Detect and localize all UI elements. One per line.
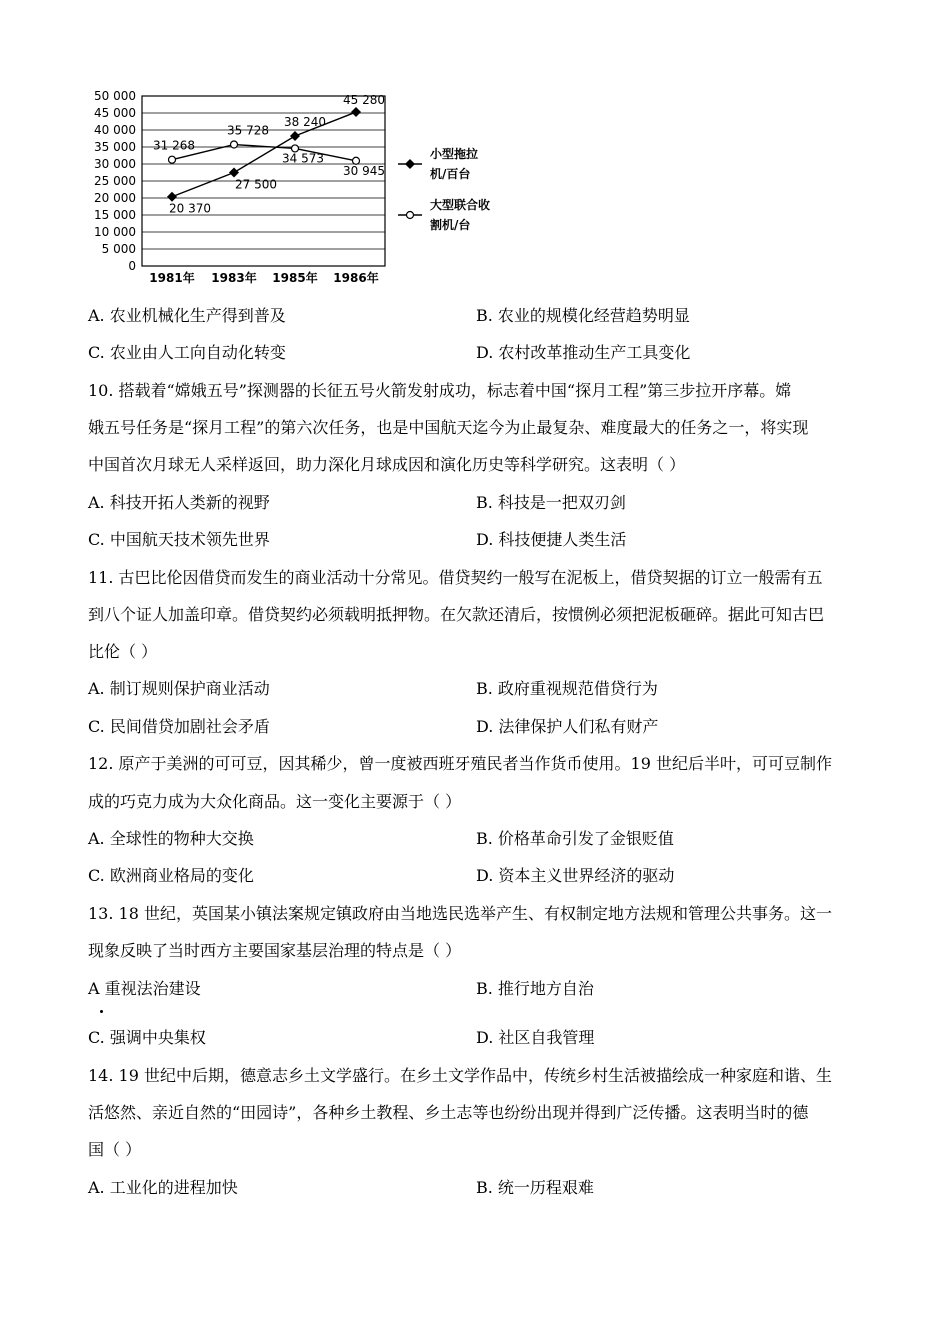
y-tick-label: 20 000 [94, 191, 136, 205]
q13-option-d[interactable]: D. 社区自我管理 [476, 1028, 595, 1047]
q11-stem-line-2: 到八个证人加盖印章。借贷契约必须载明抵押物。在欠款还清后，按惯例必须把泥板砸碎。据此可知古巴 [88, 605, 825, 624]
q14-option-b[interactable]: B. 统一历程艰难 [476, 1178, 594, 1197]
y-axis-ticks [94, 89, 136, 273]
q14-stem-line-3: 国（ ） [88, 1140, 142, 1159]
q11-option-a[interactable]: A. 制订规则保护商业活动 [88, 679, 270, 698]
q11-option-c[interactable]: C. 民间借贷加剧社会矛盾 [88, 717, 270, 736]
x-axis-ticks [149, 270, 378, 285]
x-tick-label: 1985年 [272, 271, 318, 285]
q11-option-b[interactable]: B. 政府重视规范借贷行为 [476, 679, 658, 698]
q10-option-d[interactable]: D. 科技便捷人类生活 [476, 530, 627, 549]
legend-label: 大型联合收 [430, 198, 491, 212]
tractor-point [229, 168, 239, 178]
data-label: 35 728 [227, 123, 269, 138]
q10-option-b[interactable]: B. 科技是一把双刃剑 [476, 493, 626, 512]
y-tick-label: 15 000 [94, 208, 136, 222]
y-tick-label: 25 000 [94, 174, 136, 188]
q11-stem-line-1: 11. 古巴比伦因借贷而发生的商业活动十分常见。借贷契约一般写在泥板上，借贷契据的订立一般需有五 [88, 568, 823, 587]
legend-label: 小型拖拉 [430, 147, 479, 161]
q10-option-a[interactable]: A. 科技开拓人类新的视野 [88, 493, 270, 512]
q10-option-c[interactable]: C. 中国航天技术领先世界 [88, 530, 270, 549]
y-tick-label: 40 000 [94, 123, 136, 137]
tractor-point [351, 107, 361, 117]
legend-marker-circle [407, 212, 414, 219]
q13-stem-line-2: 现象反映了当时西方主要国家基层治理的特点是（ ） [88, 941, 462, 960]
y-tick-label: 45 000 [94, 106, 136, 120]
q9-option-b[interactable]: B. 农业的规模化经营趋势明显 [476, 306, 690, 325]
harvester-point [231, 141, 238, 148]
q10-stem-line-1: 10. 搭载着“嫦娥五号”探测器的长征五号火箭发射成功，标志着中国“探月工程”第三步拉开序幕。嫦 [88, 381, 792, 400]
data-label: 38 240 [284, 114, 326, 129]
data-label: 30 945 [343, 163, 385, 178]
tractor-point [167, 192, 177, 202]
stray-dot-mark [100, 1010, 103, 1013]
q12-option-a[interactable]: A. 全球性的物种大交换 [88, 829, 254, 848]
data-label: 20 370 [169, 201, 211, 216]
q13-option-b[interactable]: B. 推行地方自治 [476, 979, 594, 998]
q11-option-d[interactable]: D. 法律保护人们私有财产 [476, 717, 659, 736]
legend-label: 机/百台 [430, 167, 471, 181]
data-label: 31 268 [153, 138, 195, 153]
q13-option-c[interactable]: C. 强调中央集权 [88, 1028, 206, 1047]
q12-option-b[interactable]: B. 价格革命引发了金银贬值 [476, 829, 674, 848]
q14-stem-line-1: 14. 19 世纪中后期，德意志乡土文学盛行。在乡土文学作品中，传统乡村生活被描绘成一种家庭和谐、生 [88, 1066, 832, 1085]
q11-stem-line-3: 比伦（ ） [88, 642, 158, 661]
x-tick-label: 1986年 [333, 271, 379, 285]
data-label: 27 500 [235, 177, 277, 192]
y-tick-label: 35 000 [94, 140, 136, 154]
q13-option-a[interactable]: A 重视法治建设 [88, 979, 201, 998]
q9-option-c[interactable]: C. 农业由人工向自动化转变 [88, 343, 286, 362]
q14-option-a[interactable]: A. 工业化的进程加快 [88, 1178, 238, 1197]
legend-marker-diamond [405, 159, 415, 169]
chart-legend [398, 146, 491, 232]
data-label: 45 280 [343, 93, 385, 108]
tractor-point [290, 131, 300, 141]
q10-stem-line-3: 中国首次月球无人采样返回，助力深化月球成因和演化历史等科学研究。这表明（ ） [88, 455, 686, 474]
y-tick-label: 0 [128, 259, 136, 273]
q13-stem-line-1: 13. 18 世纪，英国某小镇法案规定镇政府由当地选民选举产生、有权制定地方法规和管理公共事务。这一 [88, 904, 832, 923]
x-tick-label: 1983年 [211, 271, 257, 285]
q12-stem-line-1: 12. 原产于美洲的可可豆，因其稀少，曾一度被西班牙殖民者当作货币使用。19 世纪后半叶，可可豆制作 [88, 754, 832, 773]
y-tick-label: 10 000 [94, 225, 136, 239]
q12-stem-line-2: 成的巧克力成为大众化商品。这一变化主要源于（ ） [88, 792, 462, 811]
y-tick-label: 30 000 [94, 157, 136, 171]
q9-option-a[interactable]: A. 农业机械化生产得到普及 [88, 306, 286, 325]
harvester-point [169, 156, 176, 163]
chart-series [153, 93, 385, 216]
x-tick-label: 1981年 [149, 271, 195, 285]
q12-option-c[interactable]: C. 欧洲商业格局的变化 [88, 866, 254, 885]
data-label: 34 573 [282, 151, 324, 166]
y-tick-label: 5 000 [101, 242, 136, 256]
q10-stem-line-2: 娥五号任务是“探月工程”的第六次任务，也是中国航天迄今为止最复杂、难度最大的任务之一，将实现 [88, 418, 809, 437]
q12-option-d[interactable]: D. 资本主义世界经济的驱动 [476, 866, 675, 885]
y-tick-label: 50 000 [94, 89, 136, 103]
q9-option-d[interactable]: D. 农村改革推动生产工具变化 [476, 343, 691, 362]
legend-label: 割机/台 [430, 218, 471, 232]
q14-stem-line-2: 活悠然、亲近自然的“田园诗”，各种乡土教程、乡土志等也纷纷出现并得到广泛传播。这表明当时的德 [88, 1103, 809, 1122]
line-chart [82, 84, 522, 290]
